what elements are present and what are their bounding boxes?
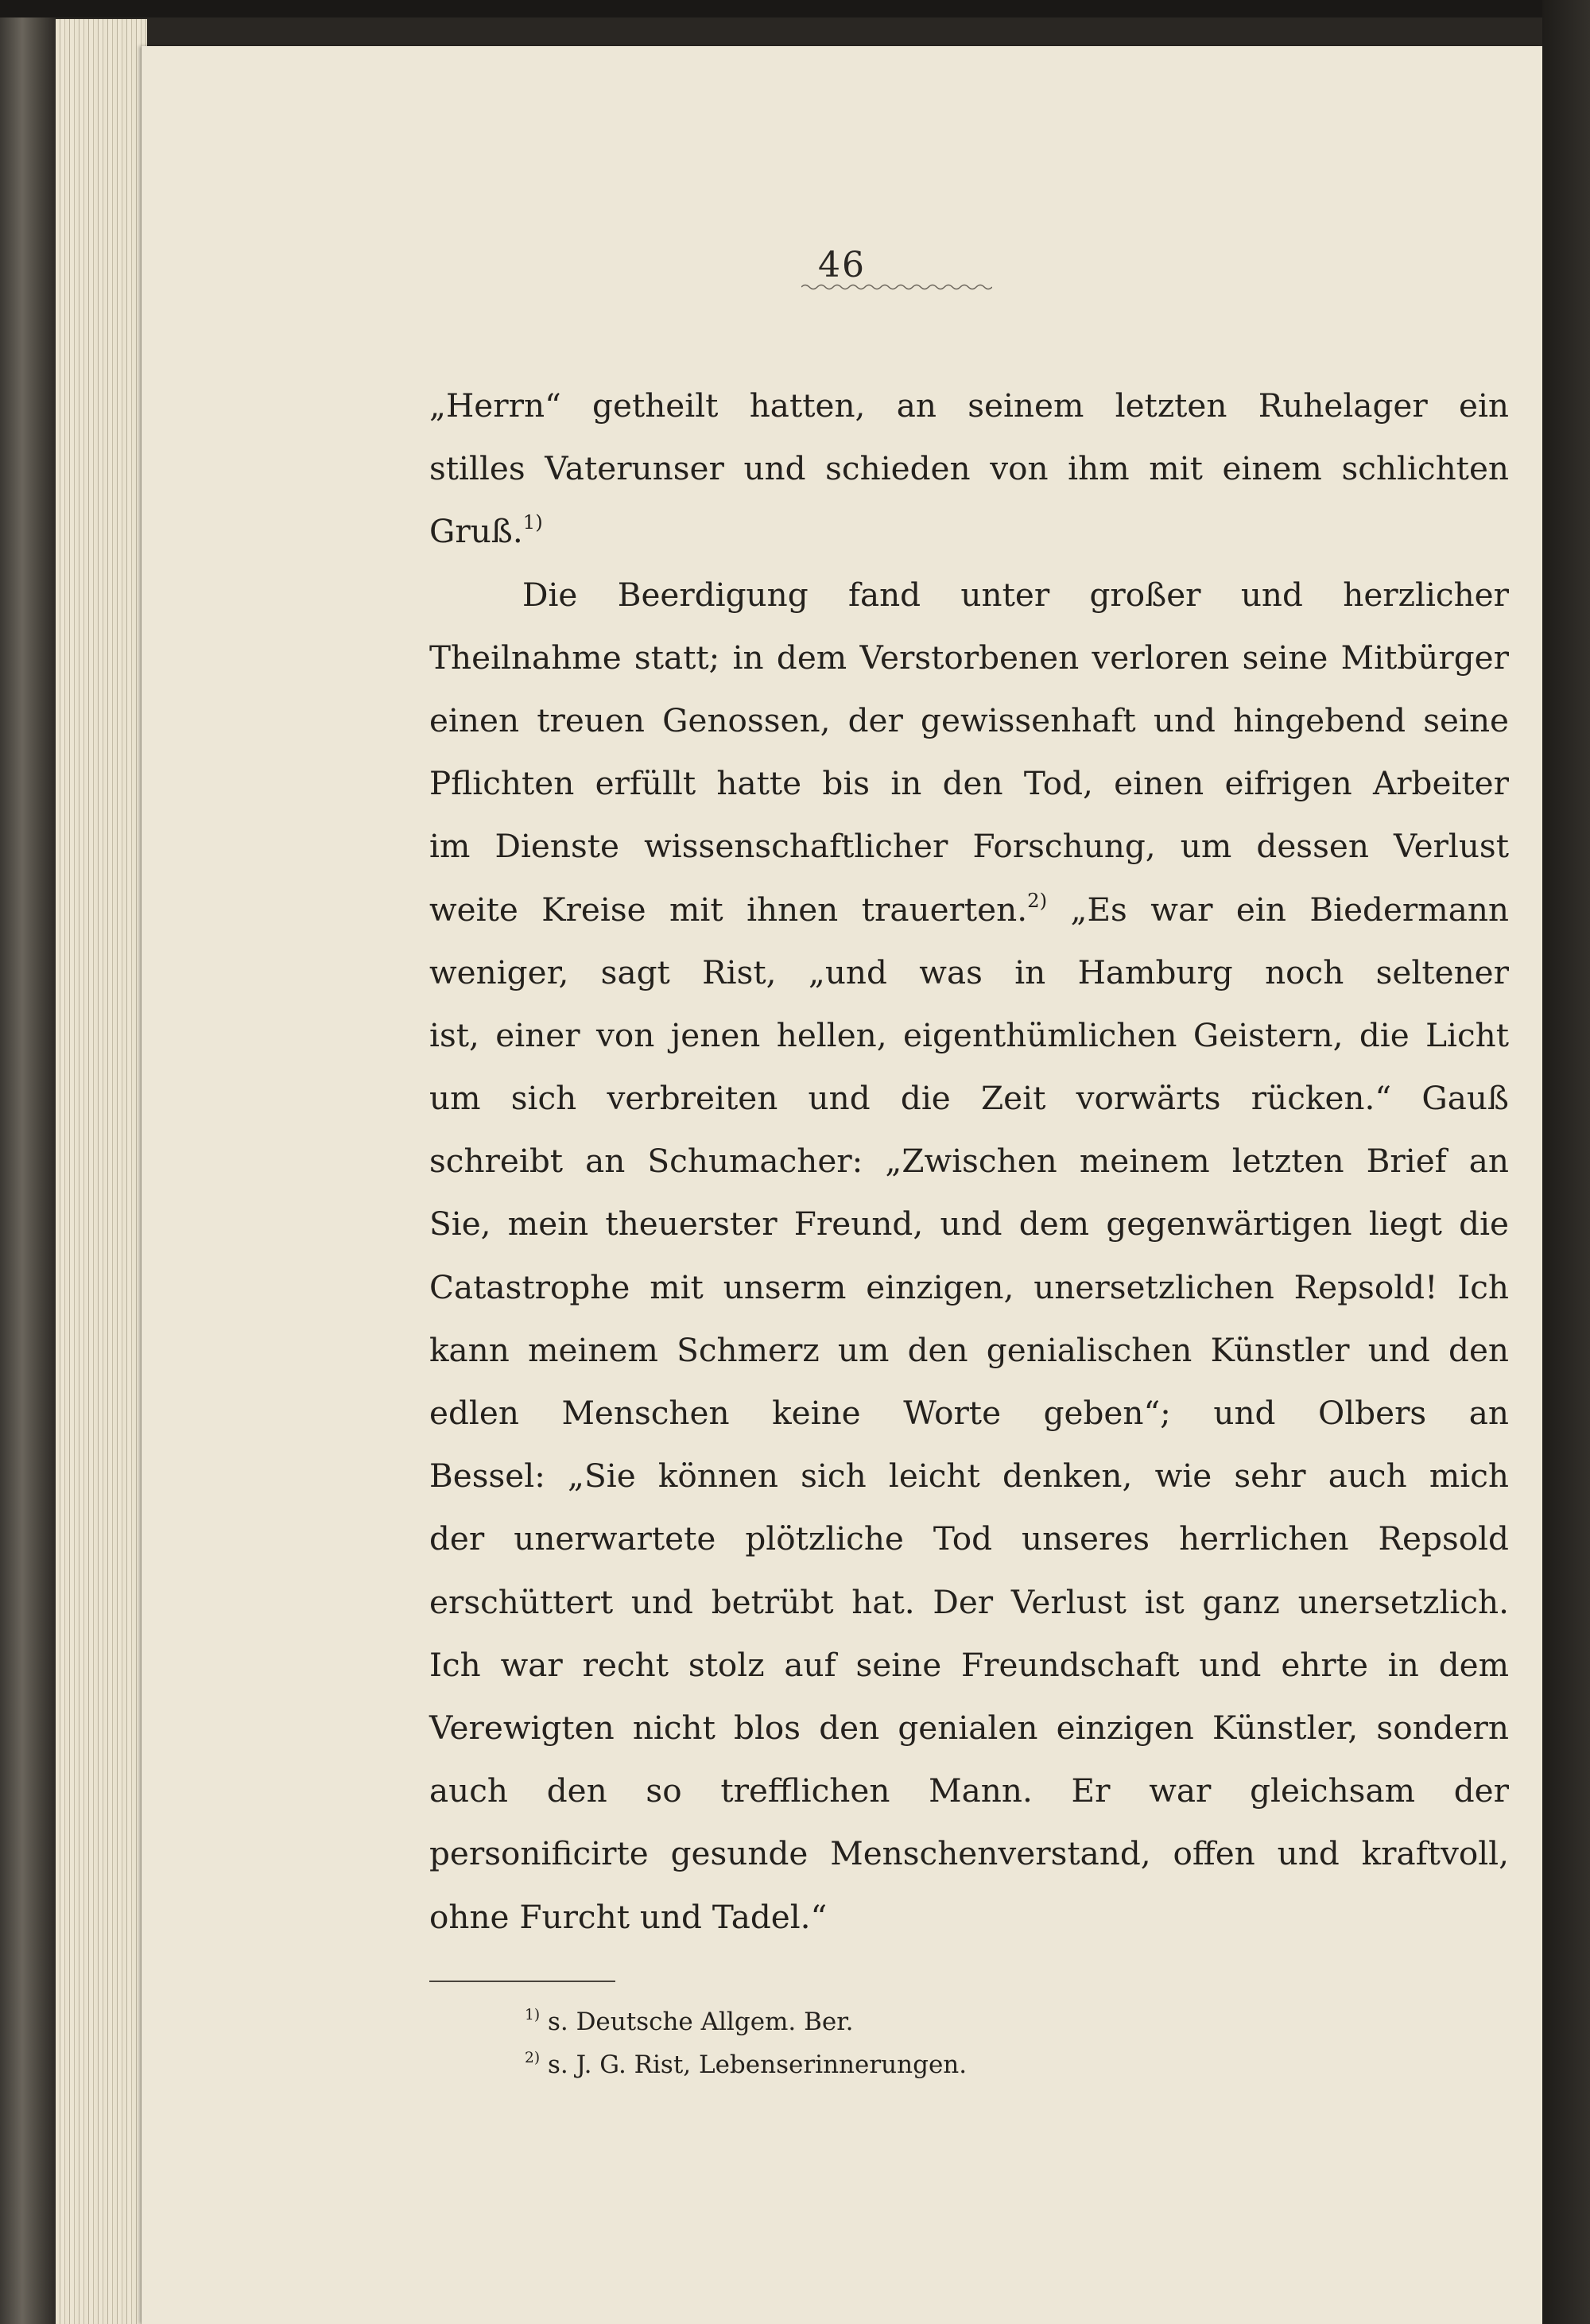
footnotes xyxy=(525,2000,1240,2086)
book-top-edge xyxy=(0,0,1590,17)
text-line: der unerwartete plötzliche Tod unseres herrlichen Repsold xyxy=(429,1519,1509,1558)
text-line: auch den so trefflichen Mann. Er war gleichsam der xyxy=(429,1771,1509,1810)
page-number: 46 xyxy=(818,245,866,285)
footnote-text: s. J. G. Rist, Lebenserinnerungen. xyxy=(547,2050,968,2079)
text-line: erschüttert und betrübt hat. Der Verlust ist ganz unersetzlich. xyxy=(429,1582,1509,1621)
text-line: edlen Menschen keine Worte geben“; und Olbers an xyxy=(429,1394,1509,1432)
book-right-edge xyxy=(1542,0,1590,2324)
page-number-ornament xyxy=(801,281,992,293)
text-line: im Dienste wissenschaftlicher Forschung, um dessen Verlust xyxy=(429,827,1509,866)
text-line: Catastrophe mit unserm einzigen, unersetzlichen Repsold! Ich xyxy=(429,1267,1509,1306)
text-span: „Es war ein Biedermann xyxy=(1070,890,1510,929)
text-line: Bessel: „Sie können sich leicht denken, wie sehr auch mich xyxy=(429,1457,1509,1496)
text-line: um sich verbreiten und die Zeit vorwärts rücken.“ Gauß xyxy=(429,1079,1509,1118)
text-line: Verewigten nicht blos den genialen einzigen Künstler, sondern xyxy=(429,1708,1509,1747)
footnote-ref: 1) xyxy=(522,510,543,534)
text-line: Ich war recht stolz auf seine Freundschaft und ehrte in dem xyxy=(429,1645,1509,1684)
footnote xyxy=(525,2043,1240,2086)
footnote-text: s. Deutsche Allgem. Ber. xyxy=(547,2008,854,2036)
text-line: personificirte gesunde Menschenverstand, offen und kraftvoll, xyxy=(429,1834,1509,1873)
text-span: weite Kreise mit ihnen trauerten. xyxy=(429,890,1028,929)
footnote-marker: 2) xyxy=(525,2049,541,2066)
text-line: Pflichten erfüllt hatte bis in den Tod, einen eifrigen Arbeiter xyxy=(429,764,1509,803)
footnote xyxy=(525,2000,1240,2043)
text-span: Gruß. xyxy=(429,512,523,551)
paragraph-first-line: Die Beerdigung fand unter großer und herzlicher xyxy=(522,575,1509,614)
text-line: einen treuen Genossen, der gewissenhaft und hingebend seine xyxy=(429,700,1509,739)
text-line: Theilnahme statt; in dem Verstorbenen verloren seine Mitbürger xyxy=(429,638,1509,677)
text-line xyxy=(429,500,1509,563)
text-line: Sie, mein theuerster Freund, und dem gegenwärtigen liegt die xyxy=(429,1205,1509,1243)
text-line: schreibt an Schumacher: „Zwischen meinem letzten Brief an xyxy=(429,1142,1509,1181)
footnote-ref: 2) xyxy=(1027,888,1048,912)
body-text xyxy=(429,374,1509,1949)
text-line: stilles Vaterunser und schieden von ihm mit einem schlichten xyxy=(429,449,1509,488)
book-page xyxy=(142,46,1542,2324)
footnote-divider xyxy=(429,1981,615,1982)
text-line xyxy=(429,879,1509,941)
text-line: kann meinem Schmerz um den genialischen Künstler und den xyxy=(429,1330,1509,1369)
text-line: ist, einer von jenen hellen, eigenthümlichen Geistern, die Licht xyxy=(429,1015,1509,1054)
book-cover-edge xyxy=(0,0,56,2324)
text-line: „Herrn“ getheilt hatten, an seinem letzten Ruhelager ein xyxy=(429,386,1509,425)
text-line: weniger, sagt Rist, „und was in Hamburg noch seltener xyxy=(429,952,1509,991)
page-stack-edges xyxy=(56,19,147,2324)
footnote-marker: 1) xyxy=(525,2006,541,2023)
text-line: ohne Furcht und Tadel.“ xyxy=(429,1897,828,1936)
